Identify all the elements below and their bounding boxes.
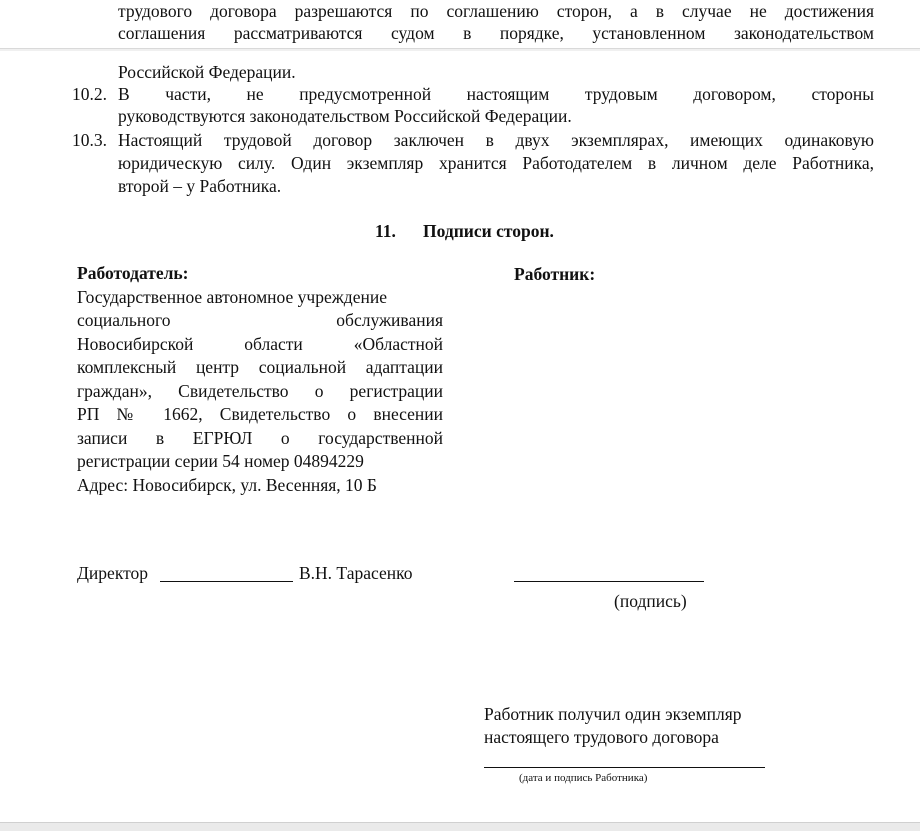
clause-text: Настоящий трудовой договор заключен в двух экземплярах, имеющих одинаковую <box>118 130 874 150</box>
text-line: соглашения рассматриваются судом в порядке, установленном законодательством <box>118 23 874 43</box>
employer-line: регистрации серии 54 номер 04894229 <box>77 451 364 471</box>
employer-line: Новосибирской области «Областной <box>77 334 443 354</box>
employer-line: социального обслуживания <box>77 310 443 330</box>
clause-text: В части, не предусмотренной настоящим трудовым договором, стороны <box>118 84 874 104</box>
employer-address: Адрес: Новосибирск, ул. Весенняя, 10 Б <box>77 475 377 495</box>
director-signature-line <box>160 581 293 582</box>
section-title: Подписи сторон. <box>423 221 554 241</box>
receipt-line: настоящего трудового договора <box>484 727 719 747</box>
employee-heading: Работник: <box>514 264 596 284</box>
section-number: 11. <box>375 221 396 241</box>
director-name: В.Н. Тарасенко <box>299 563 413 583</box>
text-line: Российской Федерации. <box>118 62 296 82</box>
employee-signature-line <box>514 581 704 582</box>
receipt-signature-line <box>484 767 765 768</box>
employer-line: РП № 1662, Свидетельство о внесении <box>77 404 443 424</box>
employer-line: Государственное автономное учреждение <box>77 287 387 307</box>
employer-line: комплексный центр социальной адаптации <box>77 357 443 377</box>
employer-line: записи в ЕГРЮЛ о государственной <box>77 428 443 448</box>
employer-line: граждан», Свидетельство о регистрации <box>77 381 443 401</box>
director-position: Директор <box>77 563 149 583</box>
clause-text: руководствуются законодательством Российской Федерации. <box>118 106 572 126</box>
clause-number: 10.2. <box>72 84 107 104</box>
receipt-caption: (дата и подпись Работника) <box>519 772 648 784</box>
receipt-line: Работник получил один экземпляр <box>484 704 742 724</box>
clause-number: 10.3. <box>72 130 107 150</box>
employer-heading: Работодатель: <box>77 263 189 283</box>
page-break <box>0 48 920 51</box>
text-line: трудового договора разрешаются по соглашению сторон, а в случае не достижения <box>118 1 874 21</box>
clause-text: второй – у Работника. <box>118 176 282 196</box>
signature-caption: (подпись) <box>614 591 687 611</box>
clause-text: юридическую силу. Один экземпляр хранится Работодателем в личном деле Работника, <box>118 153 874 173</box>
